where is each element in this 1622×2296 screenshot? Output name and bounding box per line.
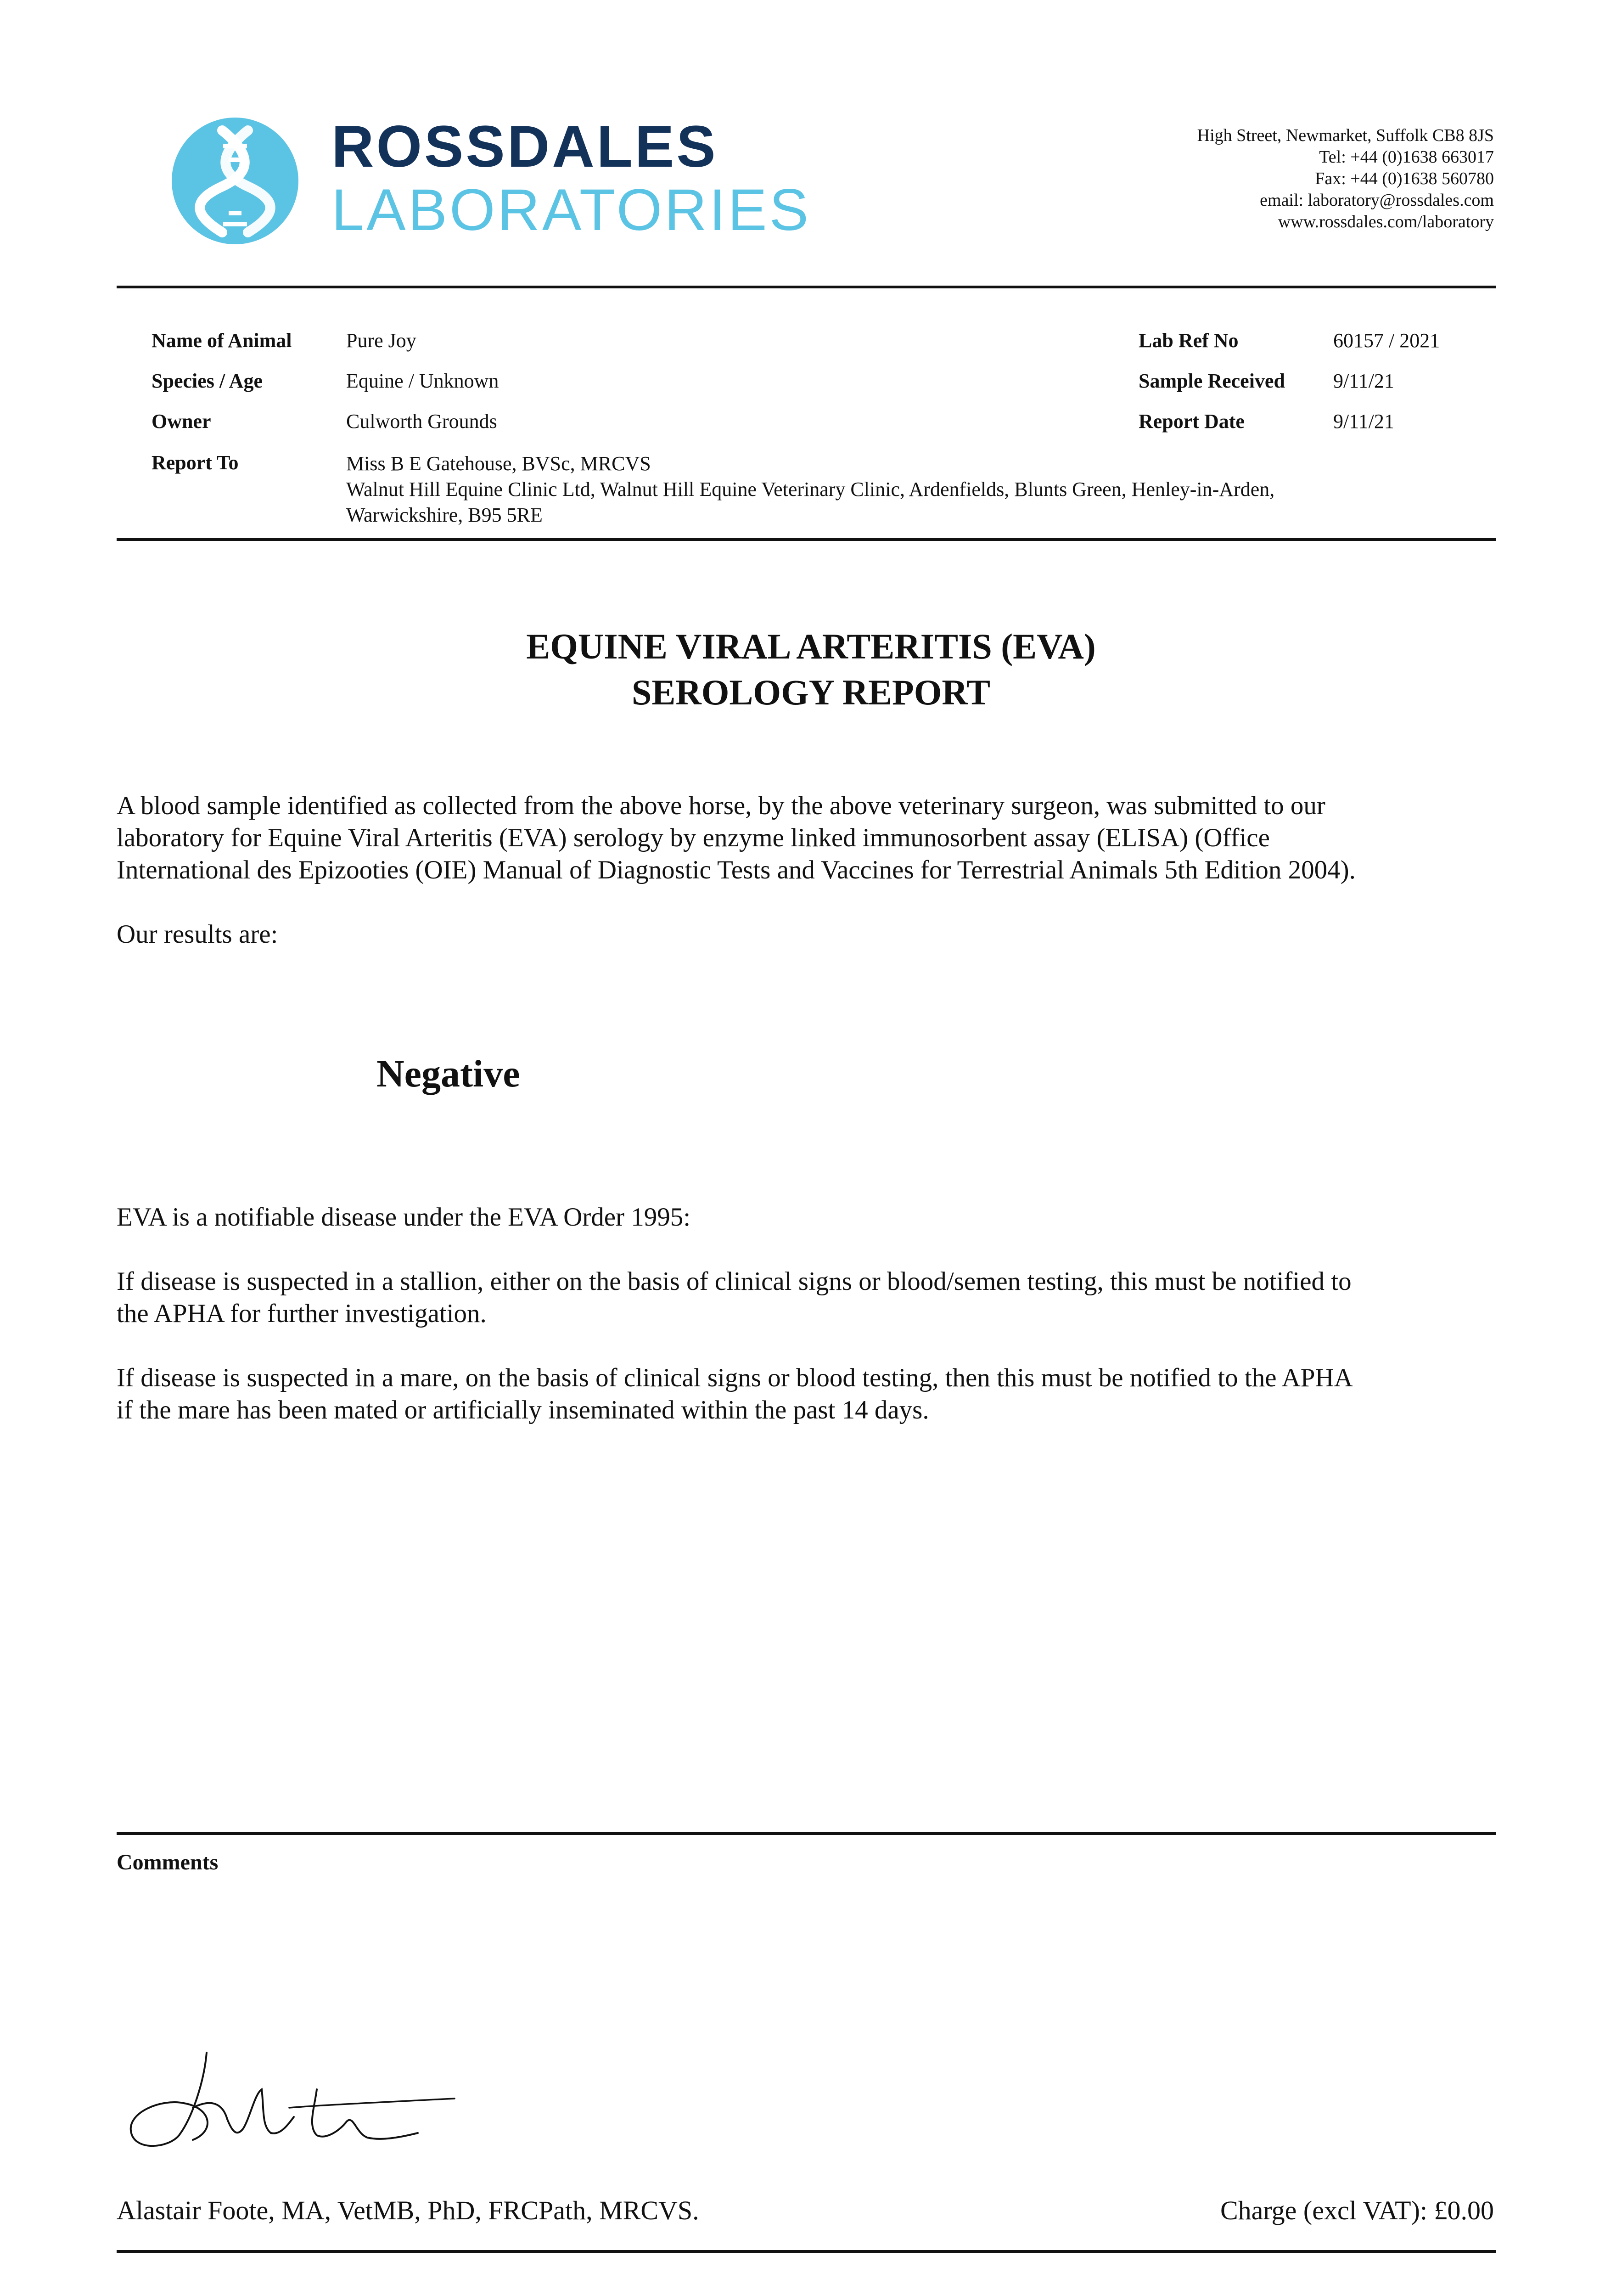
comments-divider [117, 1832, 1496, 1835]
contact-fax: Fax: +44 (0)1638 560780 [1315, 169, 1494, 188]
mare-paragraph [117, 1362, 1496, 1426]
report-date-label: Report Date [1139, 410, 1245, 433]
signature-image [124, 2039, 473, 2158]
lab-ref-value: 60157 / 2021 [1333, 329, 1440, 352]
intro-line: laboratory for Equine Viral Arteritis (EVA) serology by enzyme linked immunosorbent assay (ELISA) (Office [117, 823, 1270, 852]
mare-line: if the mare has been mated or artificially inseminated within the past 14 days. [117, 1396, 929, 1424]
test-result: Negative [376, 1052, 520, 1095]
signer-name: Alastair Foote, MA, VetMB, PhD, FRCPath, MRCVS. [117, 2195, 699, 2225]
intro-line: International des Epizooties (OIE) Manual of Diagnostic Tests and Vaccines for Terrestrial Animals 5th Edition 2004). [117, 855, 1356, 884]
contact-email: email: laboratory@rossdales.com [1260, 191, 1494, 210]
mare-line: If disease is suspected in a mare, on the basis of clinical signs or blood testing, then this must be notified to the APHA [117, 1363, 1353, 1392]
report-title-line2: SEROLOGY REPORT [632, 672, 990, 712]
name-of-animal-value: Pure Joy [346, 329, 416, 352]
contact-address: High Street, Newmarket, Suffolk CB8 8JS [1197, 126, 1494, 145]
comments-label: Comments [117, 1850, 219, 1874]
report-to-line3: Warwickshire, B95 5RE [346, 504, 543, 526]
dna-logo-icon [172, 118, 298, 244]
dna-helix-icon [172, 118, 298, 244]
charge-text: Charge (excl VAT): £0.00 [1220, 2195, 1494, 2225]
report-title-line1: EQUINE VIRAL ARTERITIS (EVA) [526, 626, 1096, 666]
report-to-value [346, 451, 1274, 528]
report-to-label: Report To [152, 451, 239, 474]
header-divider [117, 286, 1496, 288]
report-to-line1: Miss B E Gatehouse, BVSc, MRCVS [346, 452, 651, 475]
sample-received-label: Sample Received [1139, 370, 1285, 392]
stallion-paragraph [117, 1266, 1496, 1330]
contact-tel: Tel: +44 (0)1638 663017 [1319, 147, 1494, 167]
species-age-label: Species / Age [152, 370, 263, 392]
owner-value: Culworth Grounds [346, 410, 497, 433]
report-date-value: 9/11/21 [1333, 410, 1394, 433]
stallion-line: the APHA for further investigation. [117, 1299, 487, 1328]
notifiable-text: EVA is a notifiable disease under the EVA Order 1995: [117, 1203, 691, 1232]
report-to-line2: Walnut Hill Equine Clinic Ltd, Walnut Hill Equine Veterinary Clinic, Ardenfields, Blunts Green, Henley-in-Arden, [346, 478, 1275, 501]
brand-name-line2: LABORATORIES [331, 177, 811, 243]
owner-label: Owner [152, 410, 211, 433]
stallion-line: If disease is suspected in a stallion, either on the basis of clinical signs or blood/semen testing, this must be notified to [117, 1267, 1352, 1296]
brand-name-line1: ROSSDALES [331, 114, 718, 180]
footer-divider [117, 2250, 1496, 2253]
name-of-animal-label: Name of Animal [152, 329, 292, 352]
contact-block [1197, 125, 1494, 233]
info-divider [117, 538, 1496, 541]
results-intro: Our results are: [117, 920, 278, 949]
sample-received-value: 9/11/21 [1333, 370, 1394, 392]
intro-paragraph [117, 790, 1496, 886]
contact-website: www.rossdales.com/laboratory [1278, 212, 1494, 231]
intro-line: A blood sample identified as collected from the above horse, by the above veterinary surgeon, was submitted to our [117, 791, 1325, 820]
species-age-value: Equine / Unknown [346, 370, 499, 392]
lab-ref-label: Lab Ref No [1139, 329, 1239, 352]
report-title [0, 624, 1622, 715]
